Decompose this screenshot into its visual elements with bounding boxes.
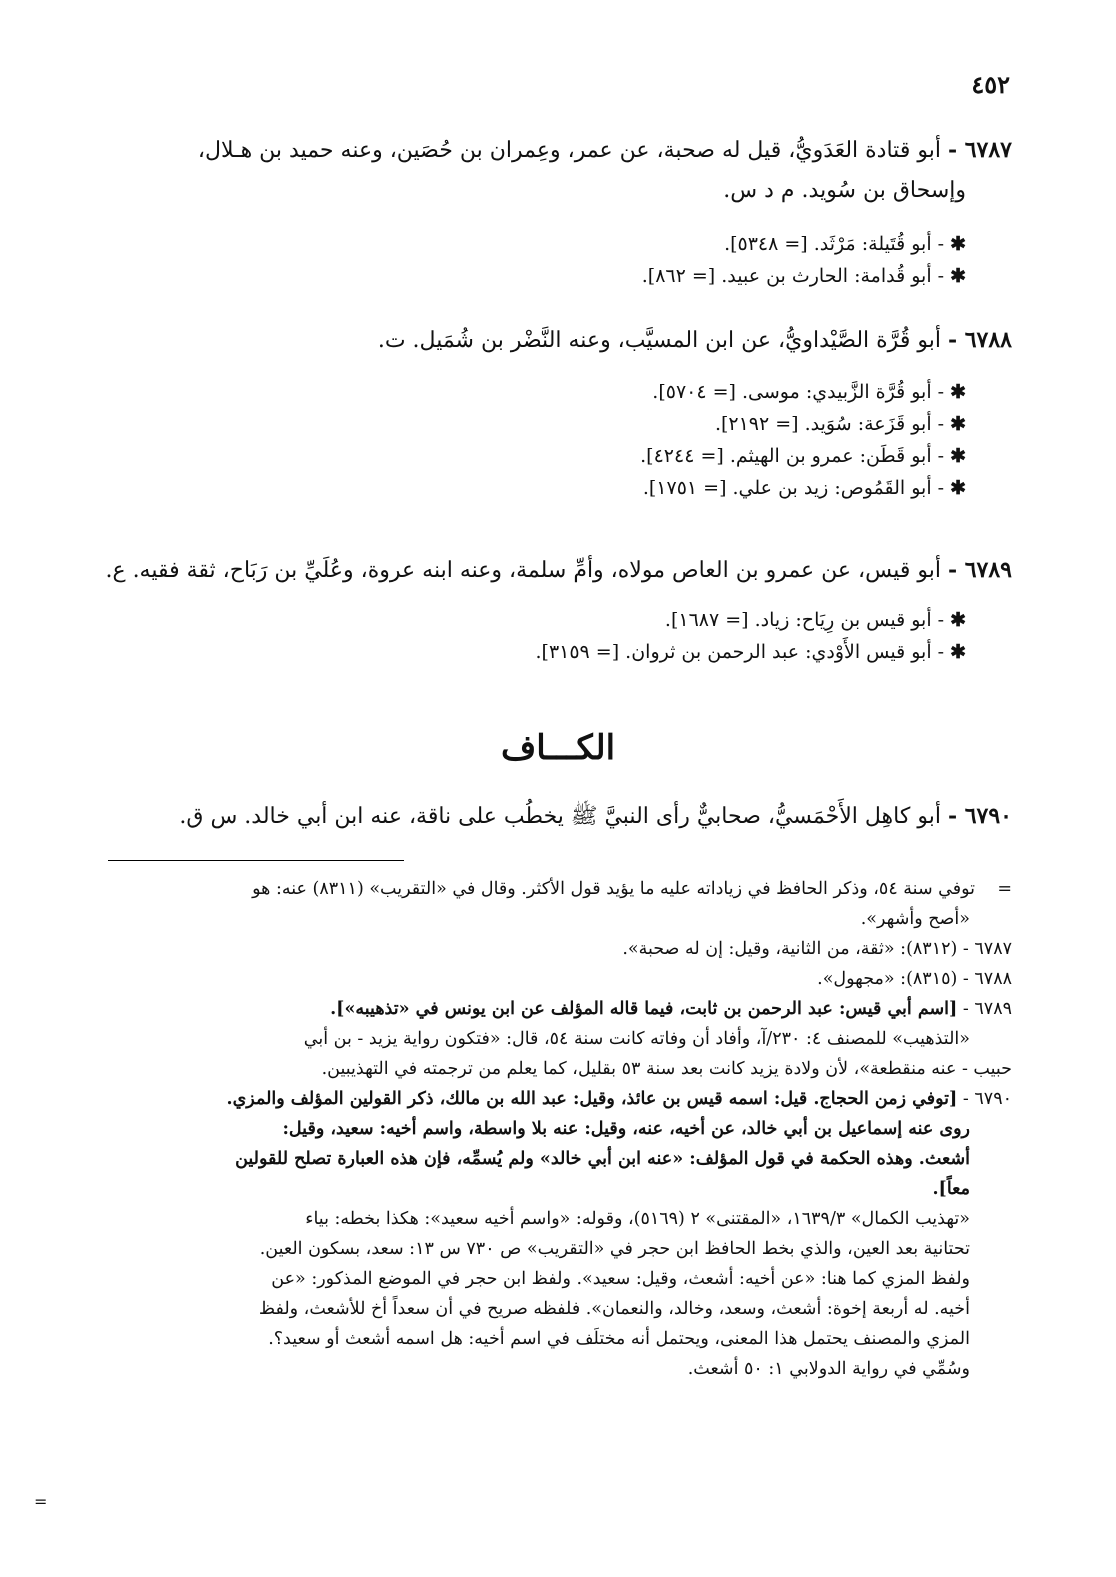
xref-item: ✱- أبو القَمُوص: زيد بن علي. [= ١٧٥١]. [642,477,966,499]
xref-group-a [80,228,966,292]
footnote-6789-line2: «التذهيب» للمصنف ٤: ٢٣٠/آ، وأفاد أن وفاته كانت سنة ٥٤، قال: «فتكون رواية يزيد - بن أبي [303,1029,970,1049]
footnote-6789-line3: حبيب - عنه منقطعة»، لأن ولادة يزيد كانت بعد سنة ٥٣ بقليل، كما يعلم من ترجمته في التهذيبين. [321,1059,1012,1079]
footnote-continued: = توفي سنة ٥٤، وذكر الحافظ في زياداته عليه ما يؤيد قول الأكثر. وقال في «التقريب» (٨٣١١) عنه: هو [252,879,1012,899]
entry-6788-line1 [40,320,1012,361]
footnote-number: ٦٧٨٩ - [962,999,1012,1019]
asterisk-icon: ✱ [950,381,966,403]
footnote-6790-source-line4: أخيه. له أربعة إخوة: أشعث، وسعد، وخالد، والنعمان». فلفظه صريح في أن سعداً أخ للأشعث، ولفظ [258,1299,970,1319]
entry-6788 [40,320,1012,361]
entry-6787 [40,130,1012,211]
xref-item: ✱- أبو قَطَن: عمرو بن الهيثم. [= ٤٢٤٤]. [640,445,966,467]
footnote-continued-line2: «أصح وأشهر». [860,909,970,929]
footnote-bold-text: [اسم أبي قيس: عبد الرحمن بن ثابت، فيما قاله المؤلف عن ابن يونس في «تذهيبه»]. [330,999,958,1019]
xref-item: ✱- أبو قيس الأَوْدي: عبد الرحمن بن ثروان. [= ٣١٥٩]. [535,641,966,663]
footnote-6790-source-line5: المزي والمصنف يحتمل هذا المعنى، ويحتمل أنه مختلَف في اسم أخيه: هل اسمه أشعث أو سعيد؟. [268,1329,970,1349]
continuation-mark-bottom: = [34,1492,48,1511]
entry-6787-line1 [40,130,1012,171]
footnote-6790 [40,1084,1012,1114]
section-title: الكـــاف [500,728,616,768]
entry-6789-line1 [40,550,1012,591]
xref-item: ✱- أبو قَزَعة: سُوَيد. [= ٢١٩٢]. [714,413,966,435]
page-number: ٤٥٢ [971,70,1010,99]
entry-6787-line2: وإسحاق بن سُويد. م د س. [723,178,966,203]
footnote-number: ٦٧٩٠ - [962,1089,1012,1109]
asterisk-icon: ✱ [950,413,966,435]
entry-number: ٦٧٩٠ - [947,803,1012,829]
footnotes [40,874,1012,1384]
footnote-6788: ٦٧٨٨ - (٨٣١٥): «مجهول». [817,969,1012,989]
footnote-6789 [40,994,1012,1024]
footnote-6790-line3: أشعث. وهذه الحكمة في قول المؤلف: «عنه ابن أبي خالد» ولم يُسمِّه، فإن هذه العبارة تصلح للقولين [235,1149,970,1169]
asterisk-icon: ✱ [950,477,966,499]
entry-number: ٦٧٨٨ - [947,327,1012,353]
footnote-6790-source-line3: ولفظ المزي كما هنا: «عن أخيه: أشعث، وقيل: سعيد». ولفظ ابن حجر في الموضع المذكور: «عن [271,1269,970,1289]
xref-item: ✱- أبو قُتَيلة: مَرْثَد. [= ٥٣٤٨]. [724,233,966,255]
asterisk-icon: ✱ [950,265,966,287]
entry-number: ٦٧٨٩ - [947,557,1012,583]
footnote-6790-source-line2: تحتانية بعد العين، والذي بخط الحافظ ابن حجر في «التقريب» ص ٧٣٠ س ١٣: سعد، بسكون العين. [259,1239,970,1259]
xref-group-b [80,376,966,504]
asterisk-icon: ✱ [950,609,966,631]
entry-6790-line1 [40,796,1012,837]
asterisk-icon: ✱ [950,445,966,467]
xref-item: ✱- أبو قيس بن رِيَاح: زياد. [= ١٦٨٧]. [664,609,966,631]
entry-text: أبو كاهِل الأَحْمَسيُّ، صحابيٌّ رأى النبيَّ ﷺ يخطُب على ناقة، عنه ابن أبي خالد. س ق. [179,804,941,829]
asterisk-icon: ✱ [950,641,966,663]
entry-6790 [40,796,1012,837]
entry-text: أبو قيس، عن عمرو بن العاص مولاه، وأمِّ سلمة، وعنه ابنه عروة، وعُلَيِّ بن رَبَاح، ثقة فقيه. ع. [105,558,941,583]
entry-6789 [40,550,1012,591]
xref-item: ✱- أبو قُرَّة الزَّبيدي: موسى. [= ٥٧٠٤]. [652,381,966,403]
footnote-6790-source-line6: وسُمِّي في رواية الدولابي ١: ٥٠ أشعث. [687,1359,970,1379]
entry-number: ٦٧٨٧ - [947,137,1012,163]
continuation-mark: = [997,879,1012,899]
footnote-bold-text: [توفي زمن الحجاج. قيل: اسمه قيس بن عائذ، وقيل: عبد الله بن مالك، ذكر القولين المؤلف والمزي. [226,1089,958,1109]
footnote-6790-line4: معاً]. [932,1179,970,1199]
entry-text: أبو قتادة العَدَويُّ، قيل له صحبة، عن عمر، وعِمران بن حُصَين، وعنه حميد بن هـلال، [197,138,941,163]
xref-group-c [80,604,966,668]
footnote-divider [108,860,404,861]
footnote-6790-source-line1: «تهذيب الكمال» ١٦٣٩/٣، «المقتنى» ٢ (٥١٦٩)، وقوله: «واسم أخيه سعيد»: هكذا بخطه: بياء [305,1209,970,1229]
asterisk-icon: ✱ [950,233,966,255]
footnote-6790-line2: روى عنه إسماعيل بن أبي خالد، عن أخيه، عنه، وقيل: عنه بلا واسطة، واسم أخيه: سعيد، وقيل: [282,1119,970,1139]
xref-item: ✱- أبو قُدامة: الحارث بن عبيد. [= ٨٦٢]. [641,265,966,287]
footnote-6787: ٦٧٨٧ - (٨٣١٢): «ثقة، من الثانية، وقيل: إن له صحبة». [622,939,1012,959]
entry-text: أبو قُرَّة الصَّيْداويُّ، عن ابن المسيَّب، وعنه النَّضْر بن شُمَيل. ت. [377,328,941,353]
